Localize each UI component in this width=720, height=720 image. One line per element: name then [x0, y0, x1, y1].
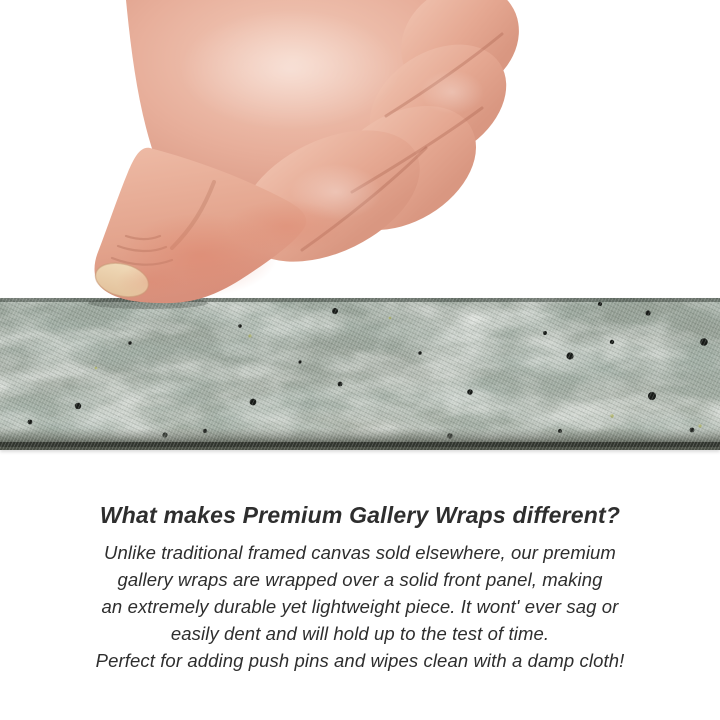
section-heading: What makes Premium Gallery Wraps different?: [99, 502, 621, 528]
info-section: [0, 501, 720, 674]
body-line: gallery wraps are wrapped over a solid front panel, making: [117, 569, 603, 590]
footer-line: Perfect for adding push pins and wipes clean with a damp cloth!: [95, 650, 625, 671]
body-line: Unlike traditional framed canvas sold elsewhere, our premium: [104, 542, 616, 563]
hand-photo: [0, 0, 720, 310]
body-line: easily dent and will hold up to the test of time.: [170, 623, 550, 644]
canvas-edge-photo: [0, 298, 720, 450]
body-line: an extremely durable yet lightweight piece. It wont' ever sag or: [101, 596, 619, 617]
